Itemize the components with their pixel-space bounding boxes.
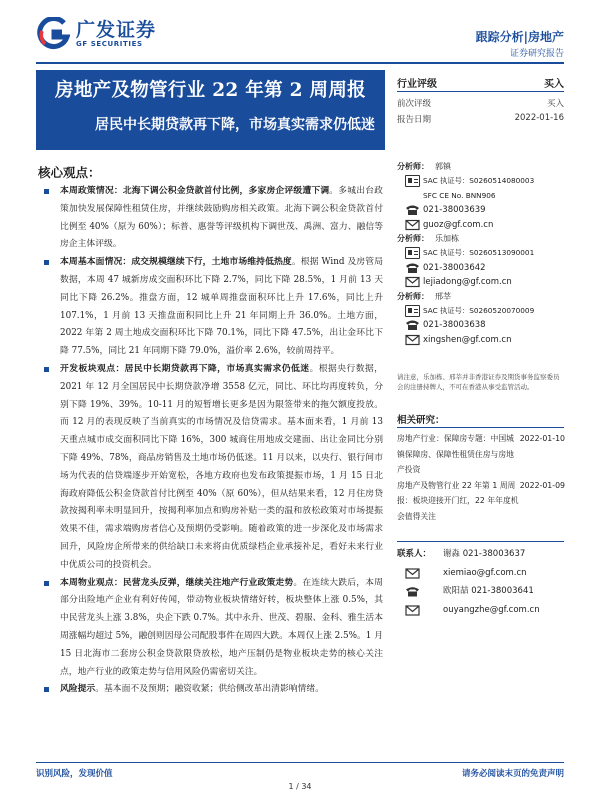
report-date-value: 2022-01-16	[514, 113, 564, 123]
contact-label: 联系人：	[397, 549, 432, 559]
bullet-text: 。基本面不及预期；融资收紧；供给侧改革出清影响情绪。	[95, 684, 324, 695]
email-icon	[405, 568, 420, 579]
analyst-sfc: SFC CE No. BNN906	[423, 190, 496, 200]
report-subtitle: 居民中长期贷款再下降，市场真实需求仍低迷	[95, 117, 375, 133]
analyst-sac: SAC 执证号：S0260514080003	[423, 176, 535, 186]
footer-divider	[36, 762, 564, 763]
analyst-name: 邢莘	[435, 291, 451, 301]
contact-list	[397, 545, 565, 619]
bullet-square	[44, 581, 49, 586]
email-icon	[405, 276, 420, 288]
related-date: 2022-01-10	[519, 434, 565, 443]
bullet-text: 。在连续大跌后，本周部分出险地产企业有利好传闻，带动物业板块情绪好转，板块整体上涨 0.5%，其中民营龙头上涨 3.8%，央企下跌 0.7%。其中永升、世茂、碧服、金科、雅生活本周涨幅均超过 5%，融创则因母公司配股事件在周四大跌。本周仅上涨 2.5%。1 月 15 日北海市二套房公积金贷款限贷放松，地产压制仍是物业板块走势的核心关注点，地产行业的政策走势与信用风险仍需密切关注。	[60, 577, 383, 677]
email-icon	[405, 334, 420, 346]
phone-icon	[405, 319, 420, 331]
phone-icon	[405, 586, 420, 597]
bullet-fundamentals	[38, 254, 383, 361]
analyst-sac: SAC 执证号：S0260520070009	[423, 305, 535, 315]
analyst-email[interactable]: lejiadong@gf.com.cn	[423, 277, 512, 288]
phone-icon	[405, 204, 420, 216]
company-logo	[36, 14, 166, 54]
analyst-name: 乐加栋	[435, 233, 459, 243]
analyst-phone: 021-38003638	[423, 320, 486, 331]
id-card-icon	[405, 247, 420, 259]
header-divider	[36, 62, 564, 64]
bullet-square	[44, 367, 49, 372]
related-research-list	[397, 431, 565, 524]
analyst-list	[397, 160, 564, 347]
phone-icon	[405, 262, 420, 274]
analyst-phone: 021-38003642	[423, 262, 486, 273]
logo-name-en: GF SECURITIES	[76, 40, 143, 48]
rating-divider	[397, 91, 564, 92]
id-card-icon	[405, 175, 420, 187]
contact-phone: 谢淼 021-38003637	[443, 549, 526, 559]
bullet-lead: 风险提示	[60, 684, 96, 695]
related-divider	[397, 427, 564, 428]
prev-rating-label: 前次评级	[397, 99, 432, 109]
bullet-risk	[38, 681, 383, 699]
prev-rating-value: 买入	[546, 99, 564, 109]
report-date-label: 报告日期	[397, 115, 432, 125]
contacts-divider	[397, 541, 564, 542]
bullet-square	[44, 260, 49, 265]
footer-slogan: 识别风险，发现价值	[36, 769, 113, 779]
contact-phone: 欧阳喆 021-38003641	[443, 586, 534, 596]
report-title: 房地产及物管行业 22 年第 2 周周报	[55, 80, 366, 101]
analyst-sac: SAC 执证号：S0260513090001	[423, 248, 535, 258]
related-research-item[interactable]	[397, 478, 565, 525]
bullet-policy	[38, 183, 383, 254]
analyst-phone: 021-38003639	[423, 205, 486, 216]
logo-name-cn: 广发证券	[76, 19, 157, 41]
bullet-lead: 本周政策情况：北海下调公积金贷款首付比例，多家房企评级遭下调	[60, 186, 330, 196]
gf-logo-icon	[36, 17, 70, 51]
bullet-property-mgmt	[38, 575, 383, 682]
core-points-body	[38, 183, 383, 699]
bullet-lead: 本周基本面情况：成交规模继续下行，土地市场维持低热度	[60, 257, 292, 268]
bullet-text: 。根据央行数据，2021 年 12 月全国居民中长期贷款净增 3558 亿元，同比、环比均再度转负，分别下降 19%、39%。10-11 月的短暂增长更多是因为限签带来的拖欠额度投放。而 12 月的表现反映了当前真实的市场情况及信贷需求。基本面来看，1 月前 13 天重点城市成交面积同比下降 16%，300 城商住用地成交建面、出让金同比分别下降 49%、78%，商品房销售及土地市场仍低迷。11 月以来，以央行、银行间市场为代表的信贷端逐步开始宽松，各地方政府也发布政策提振市场，1 月 15 日北海政府降低公积金贷款首付比例至 40%（原 60%），但从结果来看，12 月住房贷款按揭利率未明显回升，按揭利率加点和购房补贴一类的温和放松政策对市场提振效果不佳，需求端购房者信心及预期仍受影响。随着政策的进一步深化及市场需求回升，风险房企所带来的供给缺口未来将由优质绿档企业承接补足，看好未来行业中优质公司的投资机会。	[60, 363, 383, 570]
analyst-email[interactable]: xingshen@gf.com.cn	[423, 334, 512, 345]
bullet-development	[38, 361, 383, 575]
related-date: 2022-01-09	[519, 480, 565, 490]
bullet-lead: 本周物业观点：民营龙头反弹，继续关注地产行业政策走势	[60, 577, 294, 588]
bullet-square	[44, 189, 49, 194]
analyst-role: 分析师：	[397, 291, 429, 301]
email-icon	[405, 605, 420, 616]
email-icon	[405, 219, 420, 231]
analyst-role: 分析师：	[397, 233, 429, 243]
rating-value: 买入	[544, 79, 564, 90]
report-type: 证券研究报告	[509, 49, 564, 59]
analyst-name: 郭镇	[435, 162, 451, 171]
related-title: 房地产行业：保障房专题：中国城镇保障房、保障性租赁住房与房地产投资	[397, 434, 514, 474]
analyst-role: 分析师：	[397, 162, 429, 171]
bullet-lead: 开发板块观点：居民中长期贷款再下降，市场真实需求仍低迷	[60, 363, 310, 374]
page-number: 1 / 34	[288, 782, 312, 791]
report-category: 跟踪分析|房地产	[475, 30, 564, 44]
core-points-heading: 核心观点：	[38, 165, 101, 180]
contact-email[interactable]: ouyangzhe@gf.com.cn	[443, 604, 540, 615]
related-title: 房地产及物管行业 22 年第 1 周周报：板块迎接开门红，22 年年度机会值得关注	[397, 480, 519, 521]
footer-disclaimer[interactable]: 请务必阅读末页的免责声明	[461, 769, 564, 779]
contact-email[interactable]: xiemiao@gf.com.cn	[443, 567, 527, 578]
licensing-note: 请注意，乐加栋、邢莘并非香港证券及期货事务监察委员会的注册持牌人，不可在香港从事受监管活动。	[397, 373, 560, 391]
related-research-heading: 相关研究：	[397, 415, 445, 426]
related-research-item[interactable]	[397, 431, 565, 478]
rating-label: 行业评级	[397, 79, 437, 90]
analyst-email[interactable]: guoz@gf.com.cn	[423, 219, 494, 230]
bullet-text: 。多城出台政策加快发展保障性租赁住房，并继续鼓励购房相关政策。北海下调公积金贷款首付比例至 40%（原为 60%）；标普、惠誉等评级机构下调世茂、禹洲、富力、融信等房企主体评级。	[60, 186, 383, 250]
bullet-square	[44, 687, 49, 692]
id-card-icon	[405, 305, 420, 317]
bullet-text: 。根据 Wind 及房管局数据，本周 47 城新房成交面积环比下降 2.7%，同比下降 28.5%，1 月前 13 天同比下降 26.2%。推盘方面，12 城单周推盘面积环比上升 17.6%，同比上升 107.1%，1 月前 13 天推盘面积同比上升 21 年同期上升 36.0%。土地方面，2022 年第 2 周土地成交面积环比下降 70.1%，同比下降 47.5%，出让金环比下降 77.5%，同比 21 年同期下降 79.0%，溢价率 2.6%，较前周持平。	[60, 257, 383, 357]
